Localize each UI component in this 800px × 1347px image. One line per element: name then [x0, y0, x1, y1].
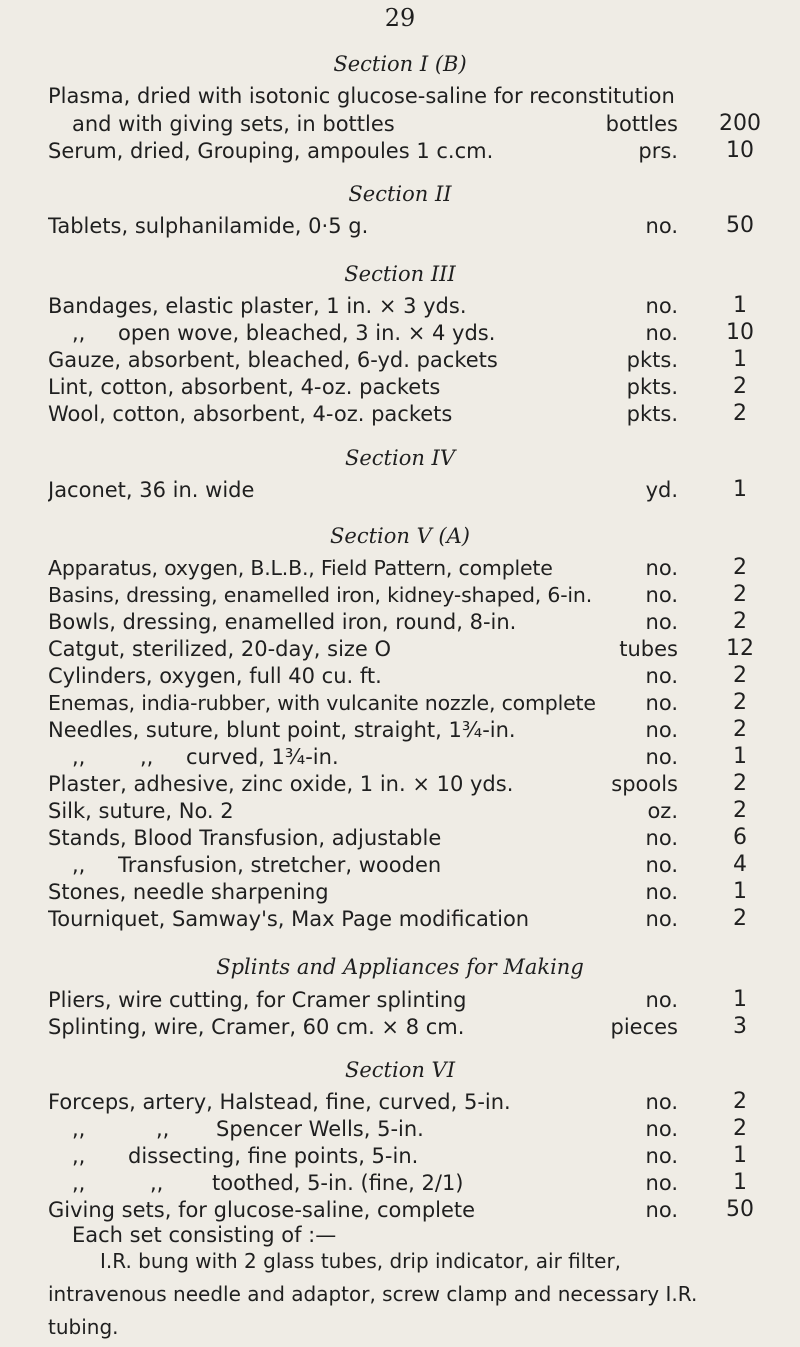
item-text: curved, 1¾-in. — [186, 745, 339, 769]
item-text: Tourniquet, Samway's, Max Page modification — [48, 907, 530, 931]
item-qty: 4 — [733, 852, 747, 877]
item-text: open wove, bleached, 3 in. × 4 yds. — [118, 321, 496, 345]
item-text: Apparatus, oxygen, B.L.B., Field Pattern, complete — [48, 556, 553, 580]
item-qty: 10 — [726, 138, 754, 163]
item-qty: 2 — [733, 717, 747, 742]
item-unit: no. — [645, 826, 678, 850]
item-text: toothed, 5-in. (fine, 2/1) — [212, 1171, 464, 1195]
item-qty: 6 — [733, 825, 747, 850]
ditto-mark: ,, — [72, 745, 86, 769]
item-qty: 2 — [733, 1089, 747, 1114]
ditto-mark: ,, — [72, 853, 86, 877]
item-text: Pliers, wire cutting, for Cramer splinting — [48, 988, 467, 1012]
list-item — [0, 83, 800, 109]
item-text: Transfusion, stretcher, wooden — [118, 853, 442, 877]
item-text: Wool, cotton, absorbent, 4-oz. packets — [48, 402, 453, 426]
item-qty: 2 — [733, 663, 747, 688]
item-unit: no. — [645, 718, 678, 742]
item-unit: pkts. — [626, 375, 678, 399]
item-unit: pkts. — [626, 402, 678, 426]
item-unit: no. — [645, 1090, 678, 1114]
ditto-mark: ,, — [72, 321, 86, 345]
item-unit: no. — [645, 691, 678, 715]
ditto-mark: ,, — [72, 1117, 86, 1141]
list-item — [0, 987, 800, 1013]
note-text: I.R. bung with 2 glass tubes, drip indicator, air filter, intravenous needle and adaptor, screw clamp and necessary I.R. tubing. — [48, 1249, 698, 1339]
list-item — [0, 744, 800, 770]
item-text: Serum, dried, Grouping, ampoules 1 c.cm. — [48, 139, 494, 163]
list-item — [0, 636, 800, 662]
list-item — [0, 555, 800, 581]
list-item — [0, 1014, 800, 1040]
item-text: Stones, needle sharpening — [48, 880, 329, 904]
list-item — [0, 852, 800, 878]
item-unit: no. — [645, 1144, 678, 1168]
item-text: Needles, suture, blunt point, straight, 1¾-in. — [48, 718, 516, 742]
item-unit: no. — [645, 1198, 678, 1222]
item-qty: 2 — [733, 1116, 747, 1141]
ditto-mark: ,, — [72, 1144, 86, 1168]
list-item — [0, 111, 800, 137]
list-item — [0, 906, 800, 932]
item-qty: 2 — [733, 690, 747, 715]
list-item — [0, 771, 800, 797]
item-unit: no. — [645, 294, 678, 318]
item-qty: 2 — [733, 798, 747, 823]
list-item — [0, 374, 800, 400]
item-qty: 50 — [726, 1197, 754, 1222]
item-qty: 1 — [733, 1170, 747, 1195]
item-unit: spools — [611, 772, 678, 796]
item-text: Stands, Blood Transfusion, adjustable — [48, 826, 442, 850]
note-heading: Each set consisting of :— — [72, 1223, 337, 1247]
item-text: Plasma, dried with isotonic glucose-saline for reconstitution — [48, 84, 675, 108]
ditto-mark: ,, — [156, 1117, 170, 1141]
list-item — [0, 401, 800, 427]
item-text: Giving sets, for glucose-saline, complete — [48, 1198, 476, 1222]
list-item — [0, 213, 800, 239]
item-text: Cylinders, oxygen, full 40 cu. ft. — [48, 664, 382, 688]
item-unit: no. — [645, 853, 678, 877]
item-unit: bottles — [605, 112, 678, 136]
item-text: Catgut, sterilized, 20-day, size O — [48, 637, 392, 661]
item-qty: 2 — [733, 582, 747, 607]
list-item — [0, 879, 800, 905]
item-qty: 1 — [733, 293, 747, 318]
item-qty: 200 — [719, 111, 761, 136]
item-qty: 1 — [733, 744, 747, 769]
item-text: Bowls, dressing, enamelled iron, round, 8-in. — [48, 610, 517, 634]
ditto-mark: ,, — [72, 1171, 86, 1195]
item-unit: no. — [645, 321, 678, 345]
item-qty: 2 — [733, 609, 747, 634]
section-heading: Section VI — [344, 1058, 456, 1082]
list-item — [0, 1197, 800, 1223]
section-heading: Section II — [348, 182, 452, 206]
list-item — [0, 609, 800, 635]
item-unit: oz. — [647, 799, 678, 823]
item-qty: 2 — [733, 555, 747, 580]
item-qty: 1 — [733, 347, 747, 372]
item-unit: no. — [645, 556, 678, 580]
item-unit: no. — [645, 1171, 678, 1195]
list-item — [0, 582, 800, 608]
item-unit: no. — [645, 988, 678, 1012]
ditto-mark: ,, — [150, 1171, 164, 1195]
list-item — [0, 293, 800, 319]
item-text: Spencer Wells, 5-in. — [216, 1117, 424, 1141]
list-item — [0, 347, 800, 373]
item-qty: 1 — [733, 477, 747, 502]
item-unit: no. — [645, 610, 678, 634]
item-unit: no. — [645, 1117, 678, 1141]
item-text: Enemas, india-rubber, with vulcanite nozzle, complete — [48, 691, 596, 715]
item-unit: no. — [645, 583, 678, 607]
list-item — [0, 138, 800, 164]
section-heading: Section V (A) — [330, 524, 470, 548]
list-item — [0, 690, 800, 716]
item-text: Tablets, sulphanilamide, 0·5 g. — [48, 214, 369, 238]
item-text: Bandages, elastic plaster, 1 in. × 3 yds. — [48, 294, 467, 318]
note-body — [48, 1248, 738, 1347]
item-unit: yd. — [645, 478, 678, 502]
list-item — [0, 798, 800, 824]
item-text: Jaconet, 36 in. wide — [48, 478, 255, 502]
list-item — [0, 1116, 800, 1142]
item-qty: 2 — [733, 906, 747, 931]
list-item — [0, 1089, 800, 1115]
item-qty: 12 — [726, 636, 754, 661]
item-unit: no. — [645, 664, 678, 688]
item-qty: 50 — [726, 213, 754, 238]
item-qty: 2 — [733, 374, 747, 399]
item-qty: 10 — [726, 320, 754, 345]
item-text: dissecting, fine points, 5-in. — [128, 1144, 419, 1168]
list-item — [0, 320, 800, 346]
item-text: Silk, suture, No. 2 — [48, 799, 234, 823]
item-qty: 1 — [733, 879, 747, 904]
item-unit: no. — [645, 745, 678, 769]
page-number: 29 — [384, 4, 416, 32]
item-text: Lint, cotton, absorbent, 4-oz. packets — [48, 375, 441, 399]
item-text: Basins, dressing, enamelled iron, kidney-shaped, 6-in. — [48, 583, 593, 607]
item-qty: 1 — [733, 987, 747, 1012]
item-text: Forceps, artery, Halstead, fine, curved, 5-in. — [48, 1090, 511, 1114]
list-item — [0, 1143, 800, 1169]
list-item — [0, 1170, 800, 1196]
item-qty: 2 — [733, 401, 747, 426]
item-text: Gauze, absorbent, bleached, 6-yd. packets — [48, 348, 498, 372]
list-item — [0, 477, 800, 503]
item-unit: no. — [645, 907, 678, 931]
section-heading: Section I (B) — [333, 52, 467, 76]
item-text: and with giving sets, in bottles — [72, 112, 395, 136]
item-qty: 1 — [733, 1143, 747, 1168]
item-qty: 2 — [733, 771, 747, 796]
ditto-mark: ,, — [140, 745, 154, 769]
section-heading: Section III — [344, 262, 456, 286]
item-qty: 3 — [733, 1014, 747, 1039]
item-unit: no. — [645, 214, 678, 238]
item-unit: no. — [645, 880, 678, 904]
section-heading: Splints and Appliances for Making — [216, 955, 584, 979]
list-item — [0, 663, 800, 689]
item-unit: prs. — [638, 139, 678, 163]
item-text: Plaster, adhesive, zinc oxide, 1 in. × 10 yds. — [48, 772, 514, 796]
item-unit: pkts. — [626, 348, 678, 372]
item-text: Splinting, wire, Cramer, 60 cm. × 8 cm. — [48, 1015, 465, 1039]
item-unit: tubes — [619, 637, 678, 661]
section-heading: Section IV — [344, 446, 456, 470]
list-item — [0, 717, 800, 743]
list-item — [0, 825, 800, 851]
item-unit: pieces — [610, 1015, 678, 1039]
